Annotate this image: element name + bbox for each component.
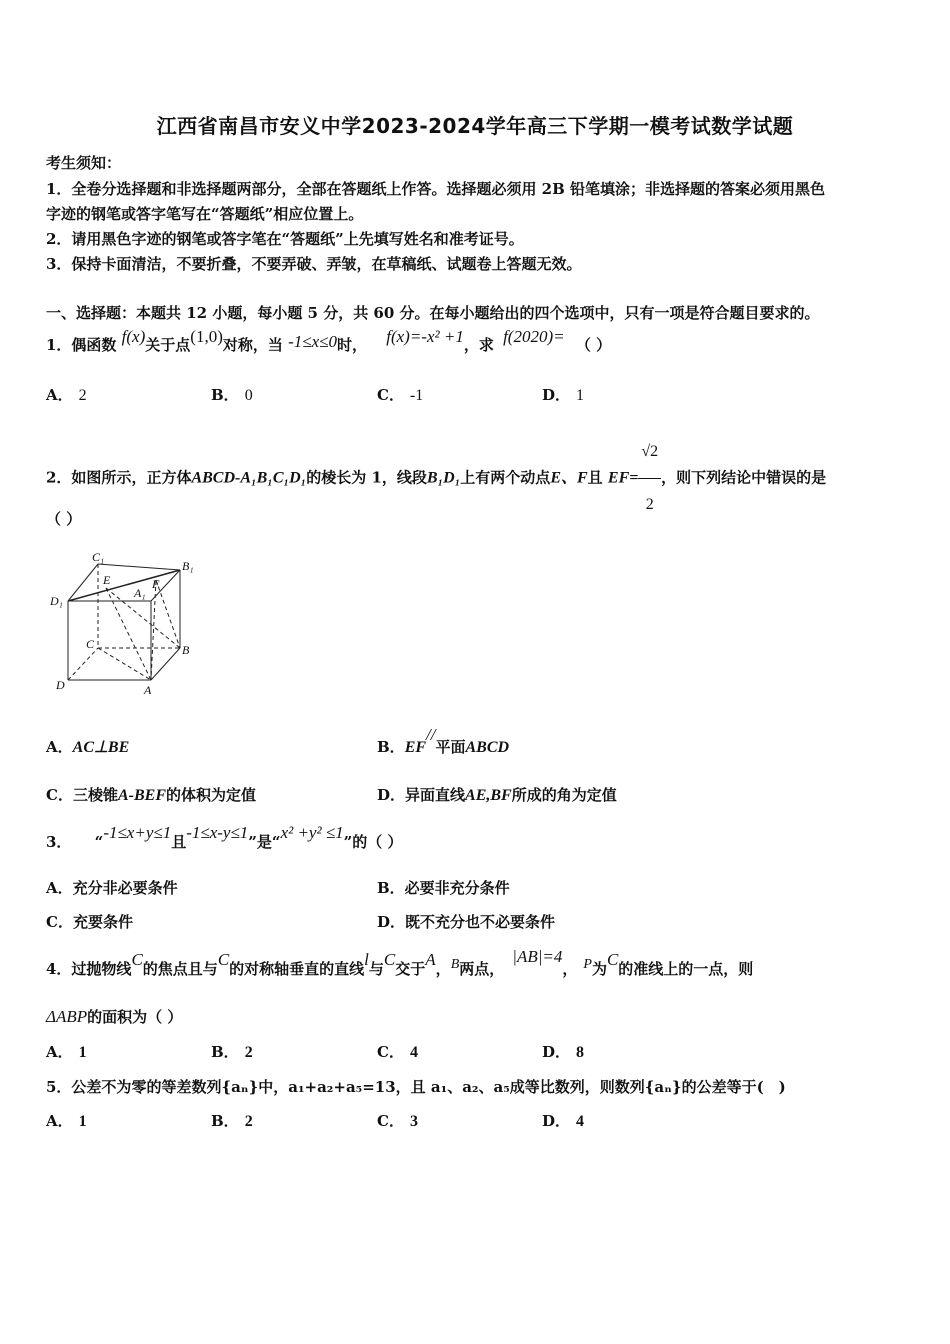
q1-fx: f(x) xyxy=(121,327,146,346)
notice-line-3: 3．保持卡面清洁，不要折叠，不要弄破、弄皱，在草稿纸、试题卷上答题无效。 xyxy=(46,255,582,273)
q1-paren: （ ） xyxy=(575,336,612,354)
label-c: C xyxy=(86,637,95,651)
q2-fraction: $\frac{√2}{2}$ xyxy=(638,426,661,531)
q2-points: E、F xyxy=(550,469,588,487)
q2-text-1: 2．如图所示，正方体 xyxy=(46,468,192,487)
q1-condition: -1≤x≤0 xyxy=(288,332,337,351)
label-d1: D₁ xyxy=(50,594,63,608)
q3-condition-2: -1≤x-y≤1 xyxy=(186,823,249,842)
q2-text-5: ，则下列结论中错误的是 xyxy=(661,468,827,487)
hidden-af xyxy=(151,580,156,680)
q3-tail: ”的（ ） xyxy=(343,833,403,851)
q1-expression: f(x)=-x² +1 xyxy=(386,327,464,346)
q1-ask: f(2020)= xyxy=(503,327,565,346)
q3-option-b[interactable]: B．必要非充分条件 xyxy=(377,879,510,897)
q2-text-3: 上有两个动点 xyxy=(460,468,551,487)
q1-text-3: 对称，当 xyxy=(222,336,283,354)
label-b: B xyxy=(182,643,190,657)
label-f: F xyxy=(152,577,160,591)
q3-condition-1: -1≤x+y≤1 xyxy=(103,823,172,842)
label-c1: C₁ xyxy=(92,550,105,564)
q2-option-b[interactable]: B．EF//平面ABCD xyxy=(377,725,510,756)
q2-segment: B₁D₁ xyxy=(426,469,461,487)
question-2 xyxy=(46,426,826,531)
q2-text-4: 且 xyxy=(587,468,603,487)
q2-cube: ABCD-A₁B₁C₁D₁ xyxy=(191,469,307,487)
notice-line-1b: 字迹的钢笔或答字笔写在“答题纸”相应位置上。 xyxy=(46,205,364,223)
edge-d1c1 xyxy=(68,564,98,601)
q3-option-a[interactable]: A．充分非必要条件 xyxy=(46,879,178,897)
q2-text-2: 的棱长为 1，线段 xyxy=(306,468,427,487)
label-a: A xyxy=(144,683,152,697)
hidden-edge-dc xyxy=(68,648,98,680)
label-a1: A₁ xyxy=(134,586,146,600)
q1-text-5: ，求 xyxy=(463,336,494,354)
question-1 xyxy=(46,327,612,358)
q3-and: 且 xyxy=(171,833,187,851)
q1-text-2: 关于点 xyxy=(145,336,191,354)
q2-option-a[interactable]: A．AC⊥BE xyxy=(46,738,130,756)
q2-option-c[interactable]: C．三棱锥A-BEF的体积为定值 xyxy=(46,786,256,804)
question-5: 5．公差不为零的等差数列{aₙ}中，a₁+a₂+a₅=13，且 a₁、a₂、a₅成等比数列，则数列{aₙ}的公差等于( ) xyxy=(46,1078,786,1096)
q1-option-b[interactable]: B． 0 xyxy=(211,386,253,404)
q1-point: (1,0) xyxy=(190,327,223,346)
q2-ef-eq: EF= xyxy=(607,469,639,487)
q1-option-a[interactable]: A． 2 xyxy=(46,386,87,404)
notice-heading: 考生须知： xyxy=(46,154,122,172)
question-3 xyxy=(46,823,403,854)
q1-text-4: 时， xyxy=(336,336,367,354)
label-d: D xyxy=(56,678,65,692)
q4-option-c[interactable]: C． 4 xyxy=(377,1043,418,1061)
q3-mid: ”是“ xyxy=(248,833,281,851)
edge-ab xyxy=(151,648,180,680)
q4-option-a[interactable]: A． 1 xyxy=(46,1043,87,1061)
q5-option-b[interactable]: B． 2 xyxy=(211,1112,253,1130)
q1-option-d[interactable]: D． 1 xyxy=(542,386,585,404)
q1-option-c[interactable]: C． -1 xyxy=(377,386,424,404)
q3-option-d[interactable]: D．既不充分也不必要条件 xyxy=(377,913,556,931)
q1-text-1: 1．偶函数 xyxy=(46,336,117,354)
q2-option-d[interactable]: D．异面直线AE,BF所成的角为定值 xyxy=(377,786,617,804)
q4-option-d[interactable]: D． 8 xyxy=(542,1043,585,1061)
q5-option-d[interactable]: D． 4 xyxy=(542,1112,585,1130)
q3-number: 3． xyxy=(46,833,72,851)
notice-line-2: 2．请用黑色字迹的钢笔或答字笔在“答题纸”上先填写姓名和准考证号。 xyxy=(46,230,524,248)
q3-option-c[interactable]: C．充要条件 xyxy=(46,913,133,931)
notice-line-1a: 1．全卷分选择题和非选择题两部分，全部在答题纸上作答。选择题必须用 2B 铅笔填涂；非选择题的答案必须用黑色 xyxy=(46,180,826,198)
diag-d1b1 xyxy=(68,570,180,601)
question-4: 4．过抛物线C的焦点且与C的对称轴垂直的直线l与C交于A，B两点，|AB|=4， P为C的准线上的一点，则 xyxy=(46,947,754,978)
page-title: 江西省南昌市安义中学2023-2024学年高三下学期一模考试数学试题 xyxy=(156,114,794,138)
q2-paren: （ ） xyxy=(46,510,82,528)
q5-option-c[interactable]: C． 3 xyxy=(377,1112,418,1130)
edge-c1b1 xyxy=(98,564,180,570)
q4-line-2: ΔABP的面积为（ ） xyxy=(46,1007,183,1026)
q4-option-b[interactable]: B． 2 xyxy=(211,1043,253,1061)
q5-option-a[interactable]: A． 1 xyxy=(46,1112,87,1130)
section-heading: 一、选择题：本题共 12 小题，每小题 5 分，共 60 分。在每小题给出的四个选项中，只有一项是符合题目要求的。 xyxy=(46,304,820,322)
label-e: E xyxy=(103,573,111,587)
q3-condition-3: x² +y² ≤1 xyxy=(280,823,344,842)
label-b1: B₁ xyxy=(182,559,194,573)
q3-quote-open: “ xyxy=(94,833,104,851)
cube-figure xyxy=(48,548,208,698)
